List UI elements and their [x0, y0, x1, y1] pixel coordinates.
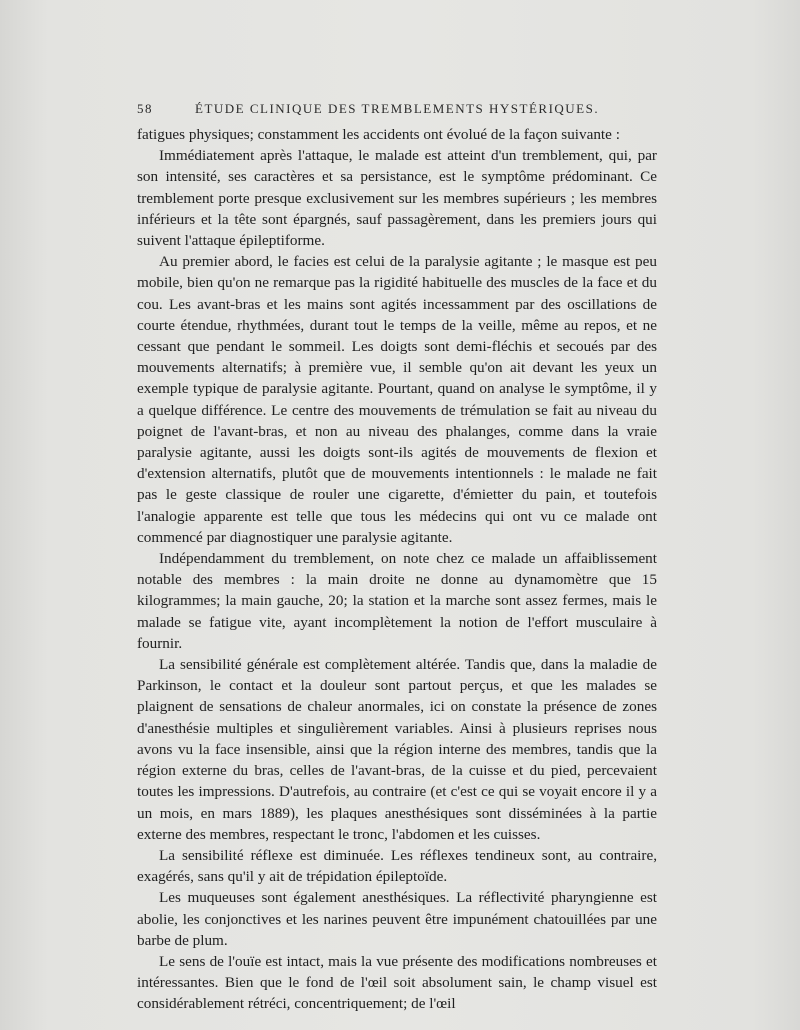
body-text — [137, 124, 657, 1015]
paragraph-sensibilite-generale: La sensibilité générale est complètement altérée. Tandis que, dans la maladie de Parkinson, le contact et la douleur sont partout perçus, et que les malades se plaignent de sensations de chaleur anormales, ici on constate la présence de zones d'anesthésie multiples et singulièrement variables. Ainsi à plusieurs reprises nous avons vu la face insensible, ainsi que la région interne des membres, tandis que la région externe du bras, celles de l'avant-bras, de la cuisse et du pied, percevaient toutes les impressions. D'autrefois, au contraire (et c'est ce qui se voyait encore il y a un mois, en mars 1889), les plaques anesthésiques sont disséminées à la partie externe des membres, respectant le tronc, l'abdomen et les cuisses. — [137, 656, 657, 843]
page-header — [137, 101, 657, 121]
paragraph-muqueuses: Les muqueuses sont également anesthésiques. La réflectivité pharyngienne est abolie, les conjonctives et les narines peuvent être impunément chatouillées par une barbe de plum. — [137, 889, 657, 949]
paragraph-affaiblissement: Indépendamment du tremblement, on note chez ce malade un affaiblissement notable des membres : la main droite ne donne au dynamomètre que 15 kilogrammes; la main gauche, 20; la station et la marche sont assez fermes, mais le malade se fatigue vite, ayant incomplètement la notion de l'effort musculaire à fournir. — [137, 550, 657, 652]
paragraph-tremblement: Immédiatement après l'attaque, le malade est atteint d'un tremblement, qui, par son intensité, ses caractères et sa persistance, est le symptôme prédominant. Ce tremblement porte presque exclusivement sur les membres supérieurs ; les membres inférieurs et la tête sont épargnés, sauf passagèrement, dans les premiers jours qui suivent l'attaque épileptiforme. — [137, 147, 657, 250]
paragraph-continued: fatigues physiques; constamment les accidents ont évolué de la façon suivante : — [137, 126, 620, 143]
paragraph-facies: Au premier abord, le facies est celui de la paralysie agitante ; le masque est peu mobile, bien qu'on ne remarque pas la rigidité habituelle des muscles de la face et du cou. Les avant-bras et les mains sont agités incessamment par des oscillations de courte étendue, rhythmées, durant tout le temps de la veille, même au repos, et ne cessant que pendant le sommeil. Les doigts sont demi-fléchis et secoués par des mouvements alternatifs; à première vue, il semble qu'on ait devant les yeux un exemple typique de paralysie agitante. Pourtant, quand on analyse le symptôme, il y a quelque différence. Le centre des mouvements de trémulation se fait au niveau du poignet de l'avant-bras, et non au niveau des phalanges, comme dans la vraie paralysie agitante, aussi les doigts sont-ils agités de mouvements de flexion et d'extension alternatifs, plutôt que de mouvements intentionnels : le malade ne fait pas le geste classique de rouler une cigarette, d'émietter du pain, et toutefois l'analogie apparente est telle que tous les médecins qui ont vu ce malade ont commencé par diagnostiquer une paralysie agitante. — [137, 253, 657, 546]
running-title: ÉTUDE CLINIQUE DES TREMBLEMENTS HYSTÉRIQUES. — [195, 101, 600, 116]
paragraph-sens-ouie: Le sens de l'ouïe est intact, mais la vue présente des modifications nombreuses et intéressantes. Bien que le fond de l'œil soit absolument sain, le champ visuel est considérablement rétréci, concentriquement; de l'œil — [137, 952, 657, 1013]
page-number: 58 — [137, 101, 153, 116]
paragraph-sensibilite-reflexe: La sensibilité réflexe est diminuée. Les réflexes tendineux sont, au contraire, exagérés, sans qu'il y ait de trépidation épileptoïde. — [137, 846, 657, 886]
